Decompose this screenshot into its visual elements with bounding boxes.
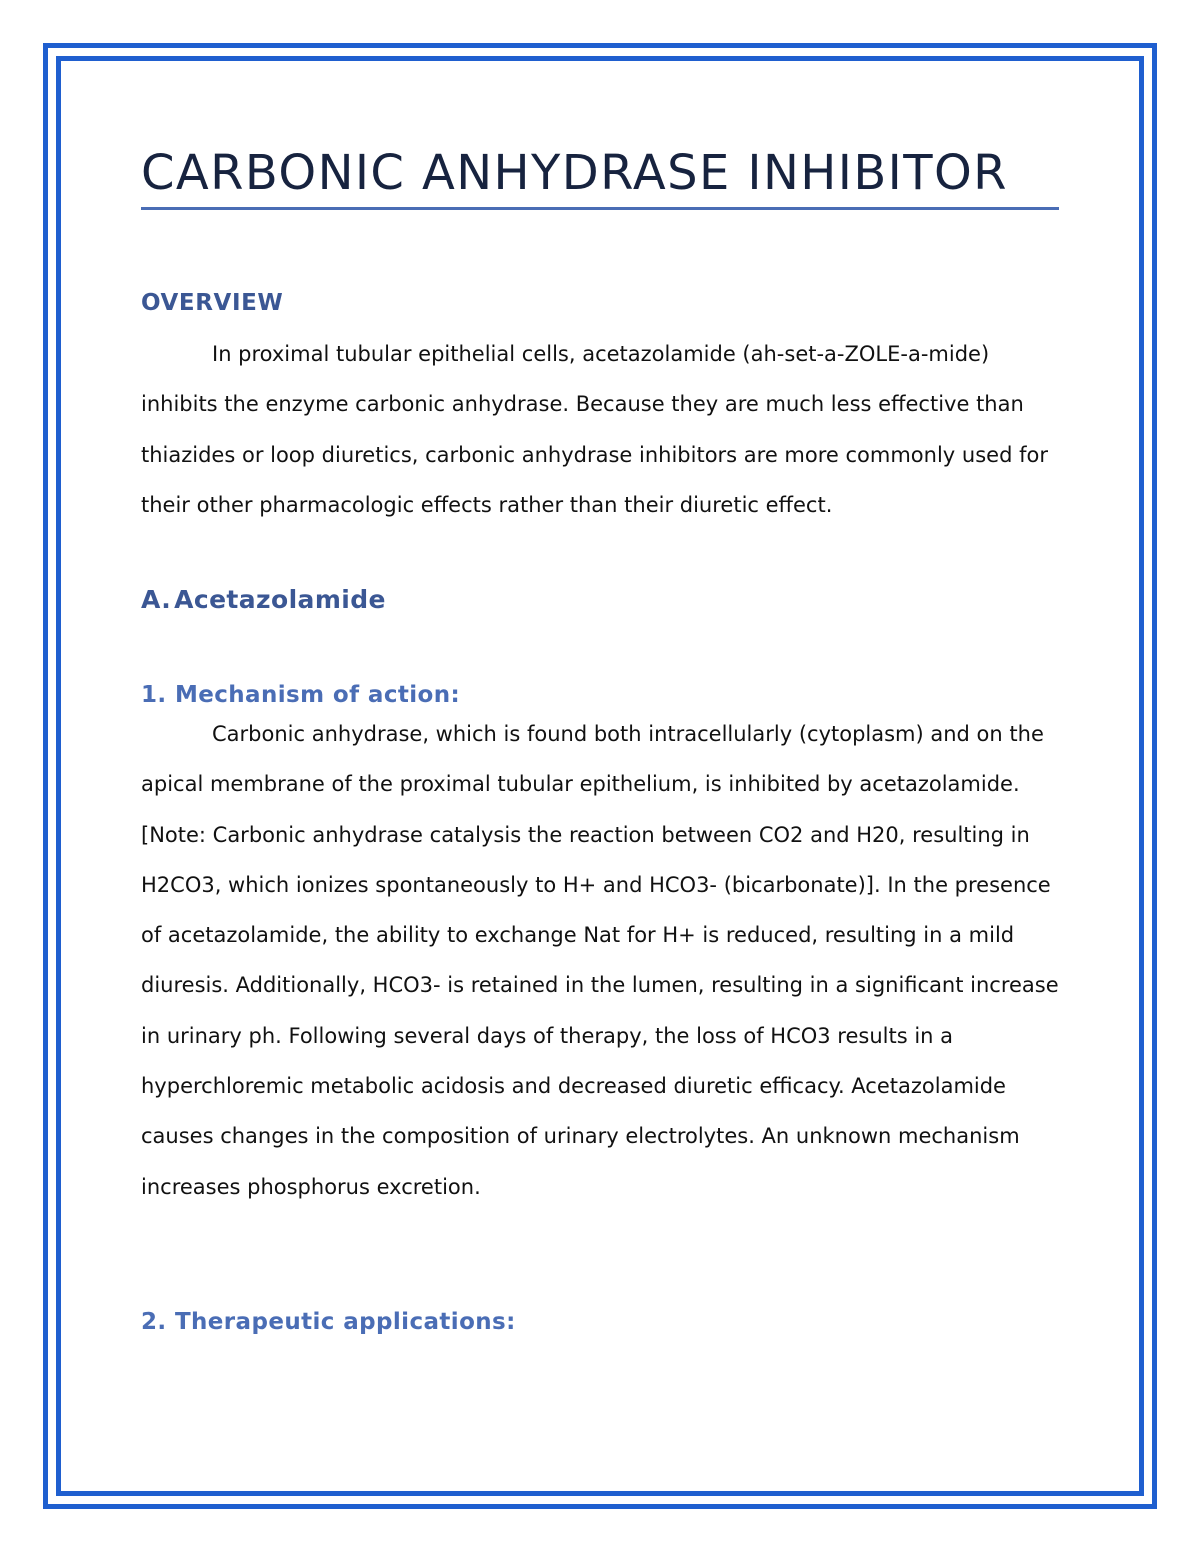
section-a-title: Acetazolamide: [174, 585, 386, 614]
mechanism-heading: 1. Mechanism of action:: [141, 682, 461, 708]
therapeutic-heading: 2. Therapeutic applications:: [141, 1309, 516, 1335]
section-a-heading: [141, 582, 386, 618]
document-title: CARBONIC ANHYDRASE INHIBITOR: [141, 145, 1008, 201]
section-a-marker: A.: [141, 585, 172, 614]
mechanism-paragraph: Carbonic anhydrase, which is found both intracellularly (cytoplasm) and on the apical membrane of the proximal tubular epithelium, is inhibited by acetazolamide. [Note: Carbonic anhydrase catalysis the reaction between CO2 and H20, resulting in H2CO3, which ionizes spontaneously to H+ and HCO3- (bicarbonate)]. In the presence of acetazolamide, the ability to exchange Nat for H+ is reduced, resulting in a mild diuresis. Additionally, HCO3- is retained in the lumen, resulting in a significant increase in urinary ph. Following several days of therapy, the loss of HCO3 results in a hyperchloremic metabolic acidosis and decreased diuretic efficacy. Acetazolamide causes changes in the composition of urinary electrolytes. An unknown mechanism increases phosphorus excretion.: [141, 722, 1059, 1199]
title-underline: [141, 207, 1059, 210]
overview-paragraph: In proximal tubular epithelial cells, acetazolamide (ah-set-a-ZOLE-a-mide) inhibits the enzyme carbonic anhydrase. Because they are much less effective than thiazides or loop diuretics, carbonic anhydrase inhibitors are more commonly used for their other pharmacologic effects rather than their diuretic effect.: [141, 342, 1048, 517]
overview-heading: OVERVIEW: [141, 290, 284, 316]
